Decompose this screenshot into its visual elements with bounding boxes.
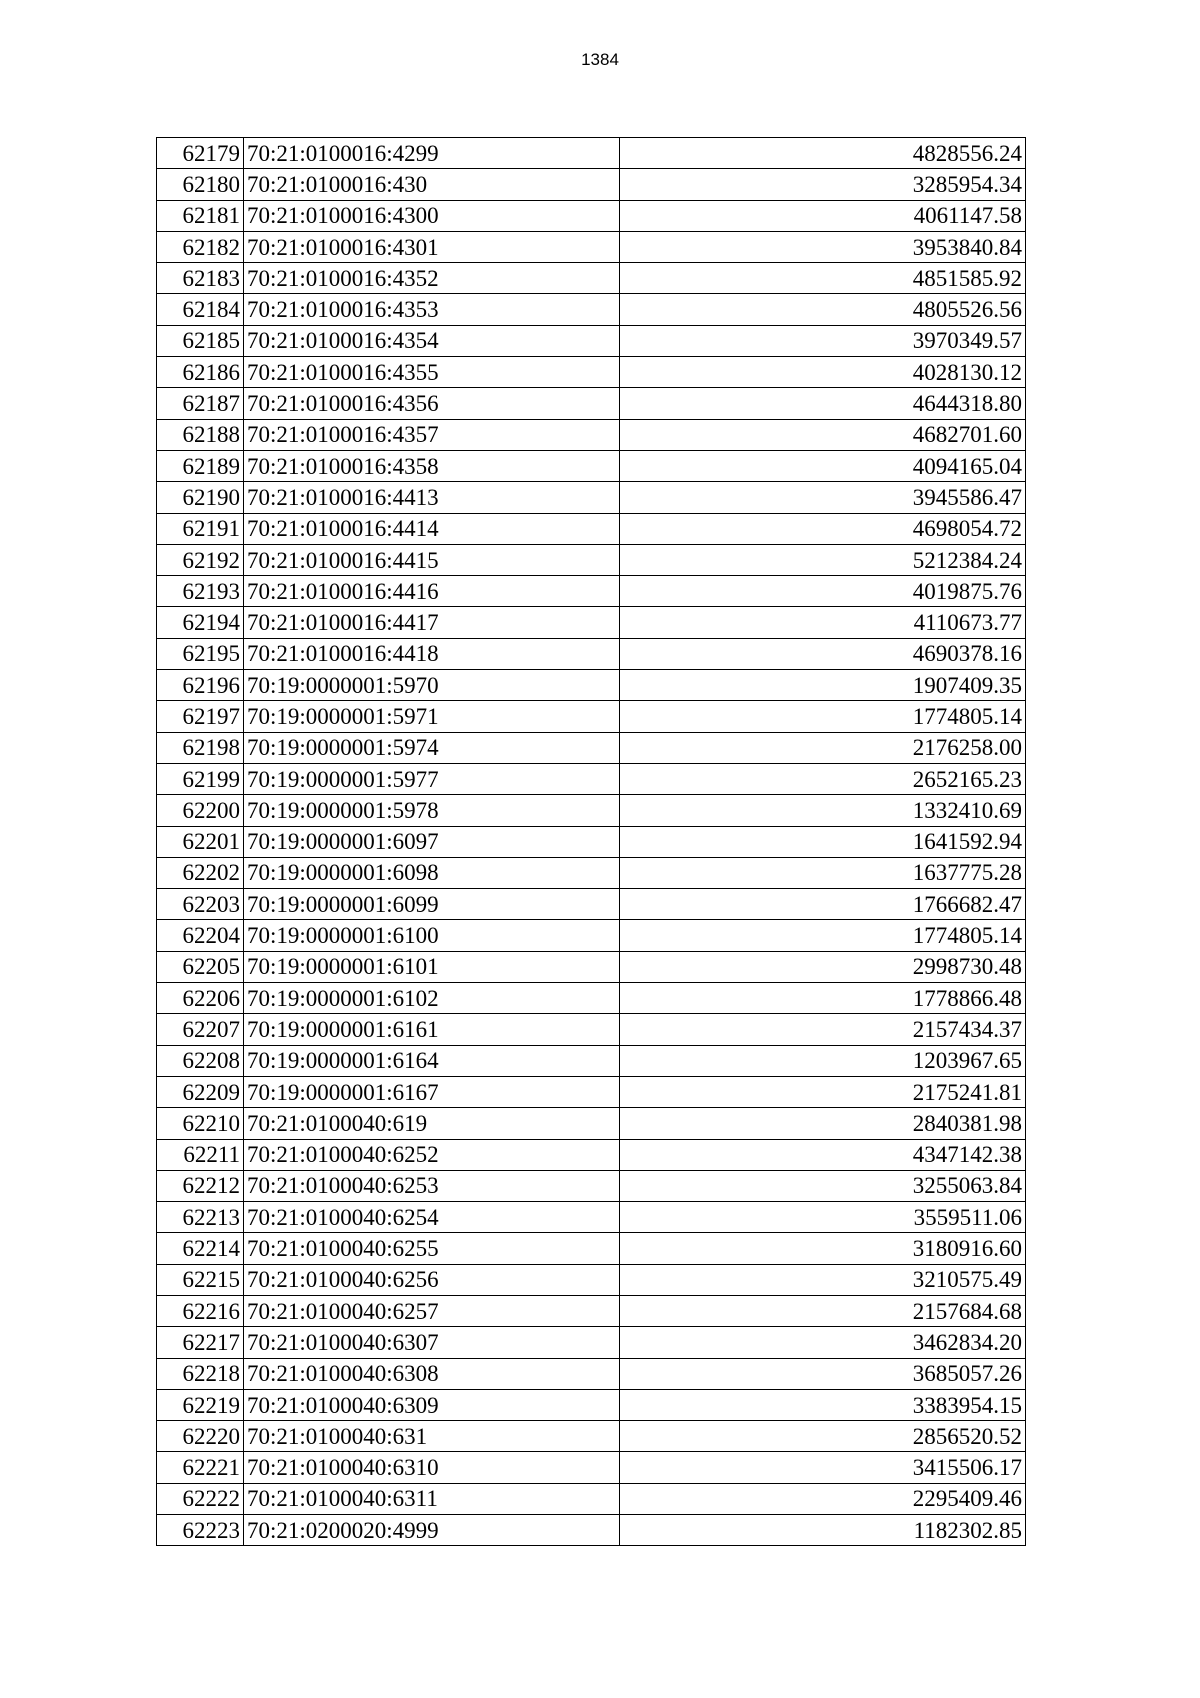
cadastral-number-cell: 70:19:0000001:6101	[244, 951, 620, 982]
table-row	[157, 200, 1026, 231]
row-number-cell: 62187	[157, 388, 244, 419]
value-cell: 4698054.72	[620, 513, 1026, 544]
table-row	[157, 983, 1026, 1014]
table-row	[157, 1452, 1026, 1483]
cadastral-number-cell: 70:21:0100016:4417	[244, 607, 620, 638]
row-number-cell: 62190	[157, 482, 244, 513]
cadastral-number-cell: 70:19:0000001:6099	[244, 889, 620, 920]
cadastral-number-cell: 70:19:0000001:5978	[244, 795, 620, 826]
table-row	[157, 732, 1026, 763]
row-number-cell: 62202	[157, 857, 244, 888]
table-row	[157, 1076, 1026, 1107]
row-number-cell: 62185	[157, 325, 244, 356]
value-cell: 5212384.24	[620, 544, 1026, 575]
value-cell: 4805526.56	[620, 294, 1026, 325]
cadastral-number-cell: 70:21:0100040:6311	[244, 1483, 620, 1514]
table-row	[157, 1358, 1026, 1389]
cadastral-number-cell: 70:21:0100040:619	[244, 1108, 620, 1139]
table-row	[157, 325, 1026, 356]
cadastral-number-cell: 70:19:0000001:6167	[244, 1076, 620, 1107]
row-number-cell: 62213	[157, 1202, 244, 1233]
cadastral-number-cell: 70:21:0100040:631	[244, 1421, 620, 1452]
value-cell: 4094165.04	[620, 450, 1026, 481]
row-number-cell: 62203	[157, 889, 244, 920]
registry-table-body	[157, 138, 1026, 1546]
value-cell: 1641592.94	[620, 826, 1026, 857]
table-row	[157, 701, 1026, 732]
row-number-cell: 62180	[157, 169, 244, 200]
value-cell: 1766682.47	[620, 889, 1026, 920]
cadastral-number-cell: 70:21:0100040:6307	[244, 1327, 620, 1358]
cadastral-number-cell: 70:19:0000001:6102	[244, 983, 620, 1014]
row-number-cell: 62196	[157, 670, 244, 701]
cadastral-number-cell: 70:21:0100040:6308	[244, 1358, 620, 1389]
row-number-cell: 62216	[157, 1295, 244, 1326]
value-cell: 1182302.85	[620, 1515, 1026, 1546]
value-cell: 3970349.57	[620, 325, 1026, 356]
table-row	[157, 826, 1026, 857]
row-number-cell: 62221	[157, 1452, 244, 1483]
cadastral-number-cell: 70:21:0100016:4415	[244, 544, 620, 575]
table-row	[157, 294, 1026, 325]
cadastral-number-cell: 70:19:0000001:6097	[244, 826, 620, 857]
table-row	[157, 544, 1026, 575]
row-number-cell: 62219	[157, 1389, 244, 1420]
row-number-cell: 62204	[157, 920, 244, 951]
row-number-cell: 62210	[157, 1108, 244, 1139]
table-row	[157, 857, 1026, 888]
value-cell: 3559511.06	[620, 1202, 1026, 1233]
cadastral-number-cell: 70:21:0100040:6252	[244, 1139, 620, 1170]
row-number-cell: 62198	[157, 732, 244, 763]
table-row	[157, 889, 1026, 920]
row-number-cell: 62197	[157, 701, 244, 732]
table-row	[157, 1170, 1026, 1201]
value-cell: 1203967.65	[620, 1045, 1026, 1076]
table-row	[157, 513, 1026, 544]
value-cell: 4110673.77	[620, 607, 1026, 638]
value-cell: 4347142.38	[620, 1139, 1026, 1170]
cadastral-number-cell: 70:21:0100016:4354	[244, 325, 620, 356]
value-cell: 2652165.23	[620, 763, 1026, 794]
value-cell: 3685057.26	[620, 1358, 1026, 1389]
cadastral-number-cell: 70:19:0000001:6100	[244, 920, 620, 951]
row-number-cell: 62182	[157, 231, 244, 262]
row-number-cell: 62212	[157, 1170, 244, 1201]
table-row	[157, 231, 1026, 262]
table-row	[157, 1014, 1026, 1045]
value-cell: 4690378.16	[620, 638, 1026, 669]
value-cell: 2175241.81	[620, 1076, 1026, 1107]
cadastral-number-cell: 70:21:0100040:6310	[244, 1452, 620, 1483]
table-row	[157, 138, 1026, 169]
value-cell: 4061147.58	[620, 200, 1026, 231]
table-row	[157, 482, 1026, 513]
value-cell: 1332410.69	[620, 795, 1026, 826]
cadastral-number-cell: 70:21:0100016:4352	[244, 263, 620, 294]
table-row	[157, 920, 1026, 951]
cadastral-number-cell: 70:21:0100016:4413	[244, 482, 620, 513]
table-row	[157, 607, 1026, 638]
value-cell: 4028130.12	[620, 357, 1026, 388]
cadastral-number-cell: 70:21:0200020:4999	[244, 1515, 620, 1546]
value-cell: 1778866.48	[620, 983, 1026, 1014]
row-number-cell: 62194	[157, 607, 244, 638]
row-number-cell: 62211	[157, 1139, 244, 1170]
row-number-cell: 62181	[157, 200, 244, 231]
row-number-cell: 62223	[157, 1515, 244, 1546]
cadastral-number-cell: 70:21:0100016:4356	[244, 388, 620, 419]
row-number-cell: 62189	[157, 450, 244, 481]
cadastral-number-cell: 70:19:0000001:5971	[244, 701, 620, 732]
cadastral-number-cell: 70:21:0100040:6256	[244, 1264, 620, 1295]
table-row	[157, 951, 1026, 982]
row-number-cell: 62179	[157, 138, 244, 169]
cadastral-number-cell: 70:21:0100016:4416	[244, 576, 620, 607]
table-row	[157, 1389, 1026, 1420]
value-cell: 1774805.14	[620, 920, 1026, 951]
table-row	[157, 1264, 1026, 1295]
row-number-cell: 62215	[157, 1264, 244, 1295]
table-row	[157, 1045, 1026, 1076]
value-cell: 3180916.60	[620, 1233, 1026, 1264]
row-number-cell: 62184	[157, 294, 244, 325]
row-number-cell: 62193	[157, 576, 244, 607]
cadastral-number-cell: 70:19:0000001:5970	[244, 670, 620, 701]
cadastral-number-cell: 70:19:0000001:6161	[244, 1014, 620, 1045]
value-cell: 3415506.17	[620, 1452, 1026, 1483]
table-row	[157, 450, 1026, 481]
value-cell: 4019875.76	[620, 576, 1026, 607]
row-number-cell: 62220	[157, 1421, 244, 1452]
table-row	[157, 357, 1026, 388]
table-row	[157, 576, 1026, 607]
value-cell: 3953840.84	[620, 231, 1026, 262]
row-number-cell: 62188	[157, 419, 244, 450]
row-number-cell: 62208	[157, 1045, 244, 1076]
value-cell: 3210575.49	[620, 1264, 1026, 1295]
cadastral-number-cell: 70:21:0100016:4301	[244, 231, 620, 262]
table-row	[157, 763, 1026, 794]
value-cell: 4828556.24	[620, 138, 1026, 169]
row-number-cell: 62214	[157, 1233, 244, 1264]
table-row	[157, 1202, 1026, 1233]
cadastral-number-cell: 70:19:0000001:5974	[244, 732, 620, 763]
row-number-cell: 62206	[157, 983, 244, 1014]
page-number: 1384	[581, 50, 619, 69]
table-row	[157, 1483, 1026, 1514]
table-row	[157, 1515, 1026, 1546]
registry-table	[156, 137, 1026, 1546]
table-row	[157, 795, 1026, 826]
table-row	[157, 1327, 1026, 1358]
table-row	[157, 1233, 1026, 1264]
table-row	[157, 638, 1026, 669]
table-row	[157, 1295, 1026, 1326]
row-number-cell: 62207	[157, 1014, 244, 1045]
cadastral-number-cell: 70:21:0100016:4357	[244, 419, 620, 450]
cadastral-number-cell: 70:21:0100040:6253	[244, 1170, 620, 1201]
row-number-cell: 62209	[157, 1076, 244, 1107]
table-row	[157, 1139, 1026, 1170]
row-number-cell: 62191	[157, 513, 244, 544]
row-number-cell: 62217	[157, 1327, 244, 1358]
row-number-cell: 62218	[157, 1358, 244, 1389]
table-row	[157, 1108, 1026, 1139]
row-number-cell: 62199	[157, 763, 244, 794]
cadastral-number-cell: 70:21:0100016:4355	[244, 357, 620, 388]
table-row	[157, 1421, 1026, 1452]
table-row	[157, 670, 1026, 701]
cadastral-number-cell: 70:19:0000001:6098	[244, 857, 620, 888]
cadastral-number-cell: 70:21:0100040:6255	[244, 1233, 620, 1264]
cadastral-number-cell: 70:21:0100016:430	[244, 169, 620, 200]
row-number-cell: 62222	[157, 1483, 244, 1514]
cadastral-number-cell: 70:21:0100040:6309	[244, 1389, 620, 1420]
cadastral-number-cell: 70:21:0100016:4353	[244, 294, 620, 325]
row-number-cell: 62186	[157, 357, 244, 388]
value-cell: 1637775.28	[620, 857, 1026, 888]
value-cell: 2998730.48	[620, 951, 1026, 982]
value-cell: 4682701.60	[620, 419, 1026, 450]
value-cell: 3945586.47	[620, 482, 1026, 513]
value-cell: 2840381.98	[620, 1108, 1026, 1139]
value-cell: 3383954.15	[620, 1389, 1026, 1420]
value-cell: 2295409.46	[620, 1483, 1026, 1514]
value-cell: 4851585.92	[620, 263, 1026, 294]
value-cell: 3255063.84	[620, 1170, 1026, 1201]
cadastral-number-cell: 70:21:0100040:6254	[244, 1202, 620, 1233]
value-cell: 2856520.52	[620, 1421, 1026, 1452]
row-number-cell: 62183	[157, 263, 244, 294]
row-number-cell: 62192	[157, 544, 244, 575]
value-cell: 2157684.68	[620, 1295, 1026, 1326]
value-cell: 4644318.80	[620, 388, 1026, 419]
row-number-cell: 62200	[157, 795, 244, 826]
cadastral-number-cell: 70:21:0100016:4358	[244, 450, 620, 481]
value-cell: 2157434.37	[620, 1014, 1026, 1045]
row-number-cell: 62201	[157, 826, 244, 857]
value-cell: 1907409.35	[620, 670, 1026, 701]
table-row	[157, 419, 1026, 450]
value-cell: 1774805.14	[620, 701, 1026, 732]
cadastral-number-cell: 70:19:0000001:5977	[244, 763, 620, 794]
value-cell: 3462834.20	[620, 1327, 1026, 1358]
cadastral-number-cell: 70:21:0100016:4414	[244, 513, 620, 544]
cadastral-number-cell: 70:21:0100016:4299	[244, 138, 620, 169]
value-cell: 3285954.34	[620, 169, 1026, 200]
value-cell: 2176258.00	[620, 732, 1026, 763]
cadastral-number-cell: 70:19:0000001:6164	[244, 1045, 620, 1076]
cadastral-number-cell: 70:21:0100016:4418	[244, 638, 620, 669]
cadastral-number-cell: 70:21:0100016:4300	[244, 200, 620, 231]
cadastral-number-cell: 70:21:0100040:6257	[244, 1295, 620, 1326]
table-row	[157, 169, 1026, 200]
table-row	[157, 263, 1026, 294]
row-number-cell: 62195	[157, 638, 244, 669]
table-row	[157, 388, 1026, 419]
row-number-cell: 62205	[157, 951, 244, 982]
